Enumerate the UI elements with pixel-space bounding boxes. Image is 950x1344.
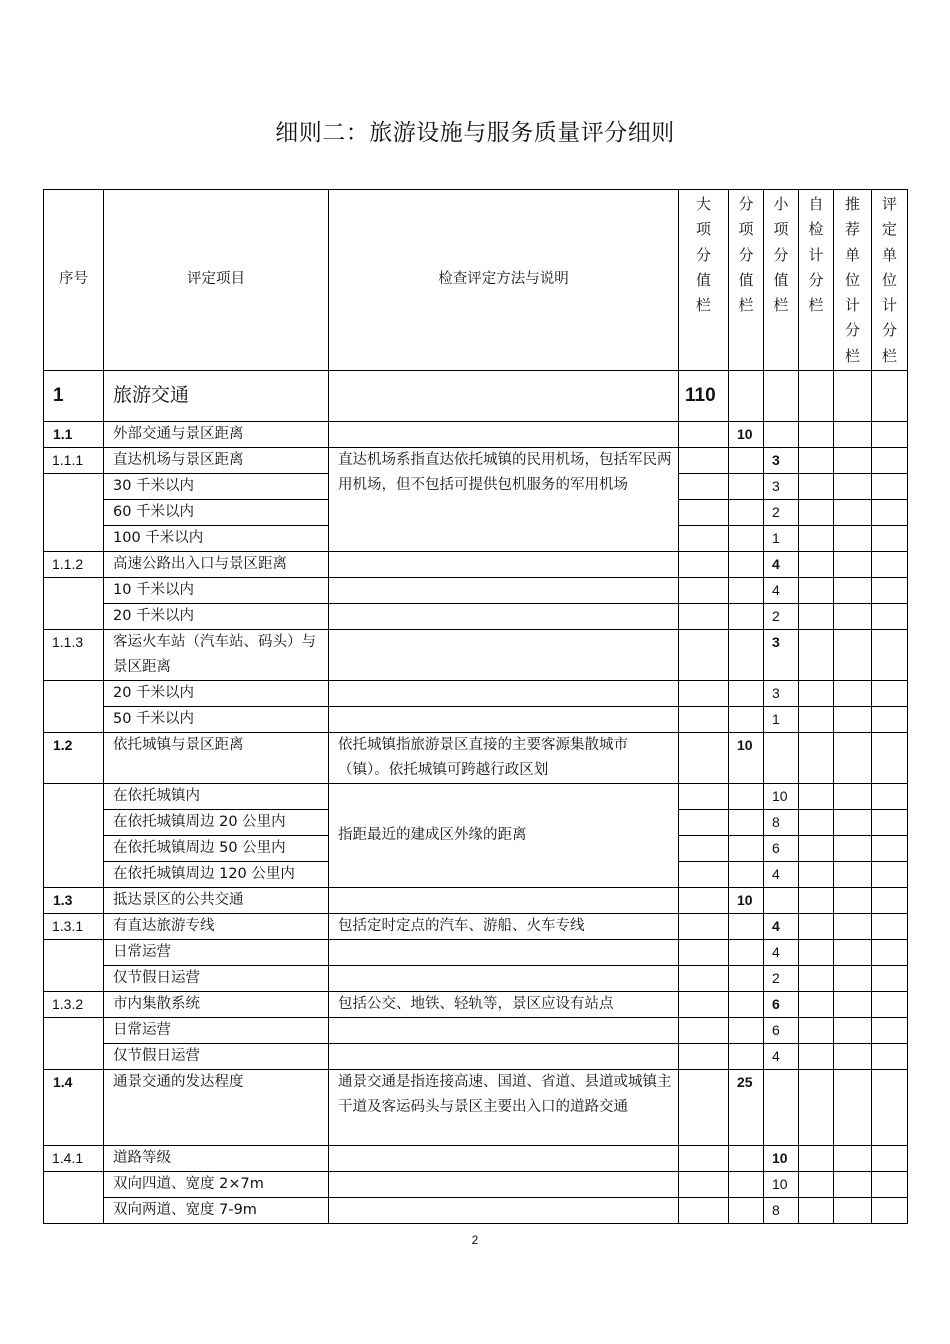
row-note: 直达机场系指直达依托城镇的民用机场，包括军民两用机场，但不包括可提供包机服务的军用机场 [329,447,679,551]
row-item: 高速公路出入口与景区距离 [104,551,329,577]
row-small-score: 1 [764,706,799,732]
header-item: 评定项目 [104,190,329,371]
row-small-score: 2 [764,499,799,525]
row-no: 1.1.3 [44,629,104,680]
row-item: 在依托城镇周边 120 公里内 [104,861,329,887]
row-item: 10 千米以内 [104,577,329,603]
row-sub-score: 10 [729,887,764,913]
row-item: 有直达旅游专线 [104,913,329,939]
table-row [44,991,908,1017]
row-item: 直达机场与景区距离 [104,447,329,473]
row-item: 30 千米以内 [104,473,329,499]
table-row [44,1197,908,1223]
row-no: 1.3 [44,887,104,913]
row-no: 1.3.2 [44,991,104,1017]
row-small-score: 1 [764,525,799,551]
table-row [44,680,908,706]
row-item: 20 千米以内 [104,603,329,629]
table-row [44,887,908,913]
table-row [44,629,908,680]
header-method: 检查评定方法与说明 [329,190,679,371]
row-no: 1.1 [44,421,104,447]
row-no: 1.2 [44,732,104,783]
row-item: 在依托城镇周边 20 公里内 [104,809,329,835]
row-item: 道路等级 [104,1145,329,1171]
row-note: 依托城镇指旅游景区直接的主要客源集散城市（镇）。依托城镇可跨越行政区划 [329,732,679,783]
row-item: 在依托城镇内 [104,783,329,809]
table-row [44,1069,908,1145]
row-item: 抵达景区的公共交通 [104,887,329,913]
row-small-score: 4 [764,551,799,577]
table-row [44,783,908,809]
table-row [44,577,908,603]
table-row [44,421,908,447]
row-no: 1.4 [44,1069,104,1145]
row-small-score: 4 [764,913,799,939]
row-small-score: 6 [764,1017,799,1043]
row-item: 仅节假日运营 [104,1043,329,1069]
row-item: 50 千米以内 [104,706,329,732]
row-no: 1.1.2 [44,551,104,577]
row-small-score: 6 [764,991,799,1017]
row-item: 日常运营 [104,939,329,965]
row-no: 1.4.1 [44,1145,104,1171]
row-small-score: 3 [764,447,799,473]
header-small: 小项分值栏 [773,195,789,315]
row-small-score: 3 [764,629,799,680]
table-row [44,1043,908,1069]
table-row [44,939,908,965]
row-small-score: 10 [764,783,799,809]
row-item: 外部交通与景区距离 [104,421,329,447]
row-small-score: 3 [764,680,799,706]
row-small-score: 4 [764,1043,799,1069]
row-small-score: 6 [764,835,799,861]
table-row [44,1017,908,1043]
row-small-score: 8 [764,1197,799,1223]
row-item: 市内集散系统 [104,991,329,1017]
table-row [44,965,908,991]
header-big: 大项分值栏 [695,195,711,315]
row-small-score: 10 [764,1145,799,1171]
row-item: 客运火车站（汽车站、码头）与景区距离 [104,629,329,680]
table-row [44,732,908,783]
header-recommend: 推荐单位计分栏 [844,195,860,365]
row-item: 20 千米以内 [104,680,329,706]
page-number: 2 [471,1233,479,1247]
page-title: 细则二：旅游设施与服务质量评分细则 [275,120,675,146]
row-small-score: 4 [764,861,799,887]
row-no: 1 [44,370,104,421]
row-small-score: 4 [764,577,799,603]
row-small-score: 2 [764,965,799,991]
scoring-table [43,189,908,1224]
table-row [44,1171,908,1197]
row-sub-score: 10 [729,421,764,447]
row-big-score: 110 [679,370,729,421]
row-no: 1.3.1 [44,913,104,939]
table-row [44,706,908,732]
table-row [44,1145,908,1171]
row-item: 依托城镇与景区距离 [104,732,329,783]
row-note: 包括公交、地铁、轻轨等，景区应设有站点 [329,991,679,1017]
header-self: 自检计分栏 [808,195,824,315]
row-item: 仅节假日运营 [104,965,329,991]
row-note: 指距最近的建成区外缘的距离 [329,783,679,887]
row-item: 双向两道、宽度 7-9m [104,1197,329,1223]
row-no: 1.1.1 [44,447,104,473]
row-small-score: 2 [764,603,799,629]
table-row [44,447,908,473]
table-header [44,190,908,371]
row-item: 60 千米以内 [104,499,329,525]
row-sub-score: 10 [729,732,764,783]
header-no: 序号 [44,190,104,371]
row-item: 通景交通的发达程度 [104,1069,329,1145]
table-row [44,370,908,421]
row-item: 日常运营 [104,1017,329,1043]
row-item: 双向四道、宽度 2×7m [104,1171,329,1197]
row-note: 通景交通是指连接高速、国道、省道、县道或城镇主干道及客运码头与景区主要出入口的道路交通 [329,1069,679,1145]
row-small-score: 10 [764,1171,799,1197]
row-sub-score: 25 [729,1069,764,1145]
row-item: 100 千米以内 [104,525,329,551]
row-small-score: 8 [764,809,799,835]
header-assess: 评定单位计分栏 [881,195,897,365]
row-item: 在依托城镇周边 50 公里内 [104,835,329,861]
table-row [44,603,908,629]
table-row [44,551,908,577]
row-small-score: 3 [764,473,799,499]
row-small-score: 4 [764,939,799,965]
table-row [44,913,908,939]
row-item: 旅游交通 [104,370,329,421]
header-sub: 分项分值栏 [738,195,754,315]
row-note: 包括定时定点的汽车、游船、火车专线 [329,913,679,939]
